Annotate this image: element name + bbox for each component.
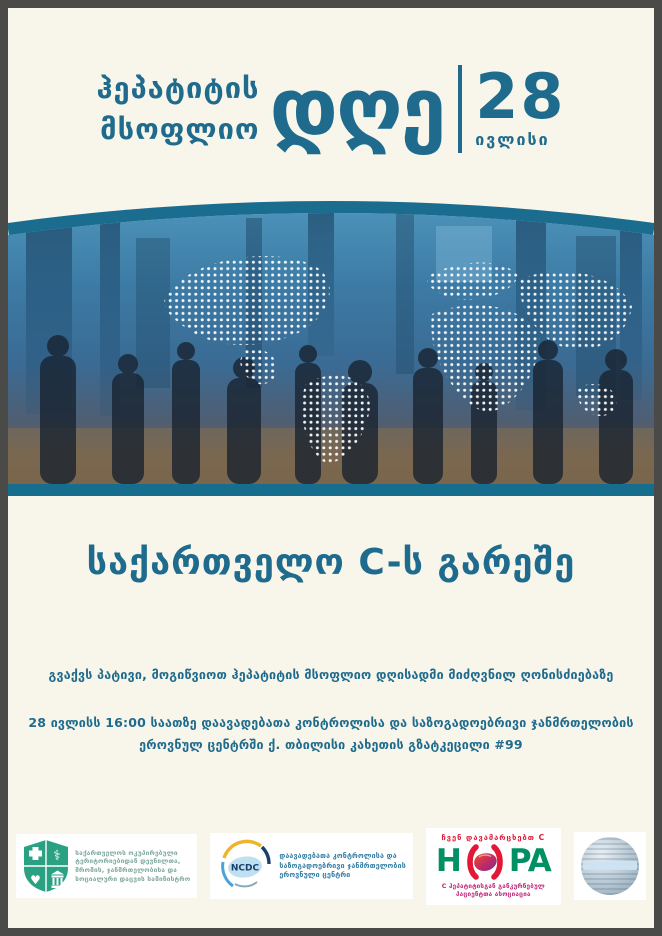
hoopa-subtitle-line: პაციენტთა ასოციაცია (455, 891, 531, 899)
event-line-2: ეროვნულ ცენტრში ქ. თბილისი კახეთის გზატკეცილი #99 (139, 736, 523, 752)
hoopa-letters-pa: PA (508, 843, 551, 880)
date-number: 28 (475, 60, 566, 134)
teal-bar (8, 484, 654, 496)
ministry-logo (16, 834, 197, 898)
masthead (8, 8, 654, 196)
svg-text:⚕: ⚕ (53, 848, 62, 865)
slogan-title: საქართველო C-ს გარეშე (86, 542, 576, 583)
liver-icon (461, 843, 509, 881)
day-word: დღე (269, 61, 445, 157)
ministry-name-line: სოციალური დაცვის სამინისტრო (75, 875, 191, 884)
ncdc-name (279, 852, 406, 880)
date-month: ივლისი (475, 129, 550, 149)
hoopa-subtitle-line: C ჰეპატიტისგან განკურნებულ (441, 882, 545, 890)
ncdc-name-line: ეროვნული ცენტრი (279, 870, 351, 879)
ministry-name (75, 849, 190, 884)
ncdc-name-line: დაავადებათა კონტროლისა და (279, 852, 397, 861)
event-line-1: 28 ივლისს 16:00 საათზე დაავადებათა კონტროლისა და საზოგადოებრივი ჯანმრთელობის (28, 715, 634, 730)
hoopa-logo (426, 828, 561, 905)
poster-page (8, 8, 654, 928)
hoopa-letter-h: H (435, 843, 461, 880)
ncdc-globe-icon (217, 838, 273, 894)
event-details (8, 712, 654, 756)
partner-logos (8, 828, 654, 905)
hepatitis-word: ჰეპატიტის (96, 70, 260, 105)
globe-wordcloud-icon (581, 837, 639, 895)
hoopa-wordmark (436, 843, 551, 881)
svg-text:♥: ♥ (30, 873, 42, 888)
ncdc-abbr: NCDC (231, 863, 260, 874)
ncdc-logo (210, 833, 413, 899)
masthead-small-words (96, 68, 259, 150)
globe-band (583, 861, 637, 870)
masthead-date (475, 60, 566, 149)
ministry-name-line: საქართველოს ოკუპირებული (75, 848, 178, 857)
invitation-text: გვაქვს პატივი, მოგიწვიოთ ჰეპატიტის მსოფლიო დღისადმი მიძღვნილ ღონისძიებაზე (48, 667, 614, 682)
hero-photo-graphic (8, 196, 654, 484)
ministry-name-line: ტერიტორიებიდან დევნილთა, (75, 857, 181, 866)
globe-wordcloud-logo (574, 832, 646, 900)
ministry-name-line: შრომის, ჯანმრთელობისა და (75, 866, 178, 875)
street-crowd-photo (8, 196, 654, 484)
hero-photo (8, 196, 654, 484)
ncdc-name-line: საზოგადოებრივი ჯანმრთელობის (279, 861, 406, 870)
hoopa-subtitle (442, 883, 545, 900)
masthead-divider (458, 65, 462, 153)
world-word: მსოფლიო (100, 112, 260, 146)
ministry-shield-icon (23, 839, 69, 893)
hoopa-tagline: ჩვენ დავამარცხებთ C (441, 832, 546, 842)
